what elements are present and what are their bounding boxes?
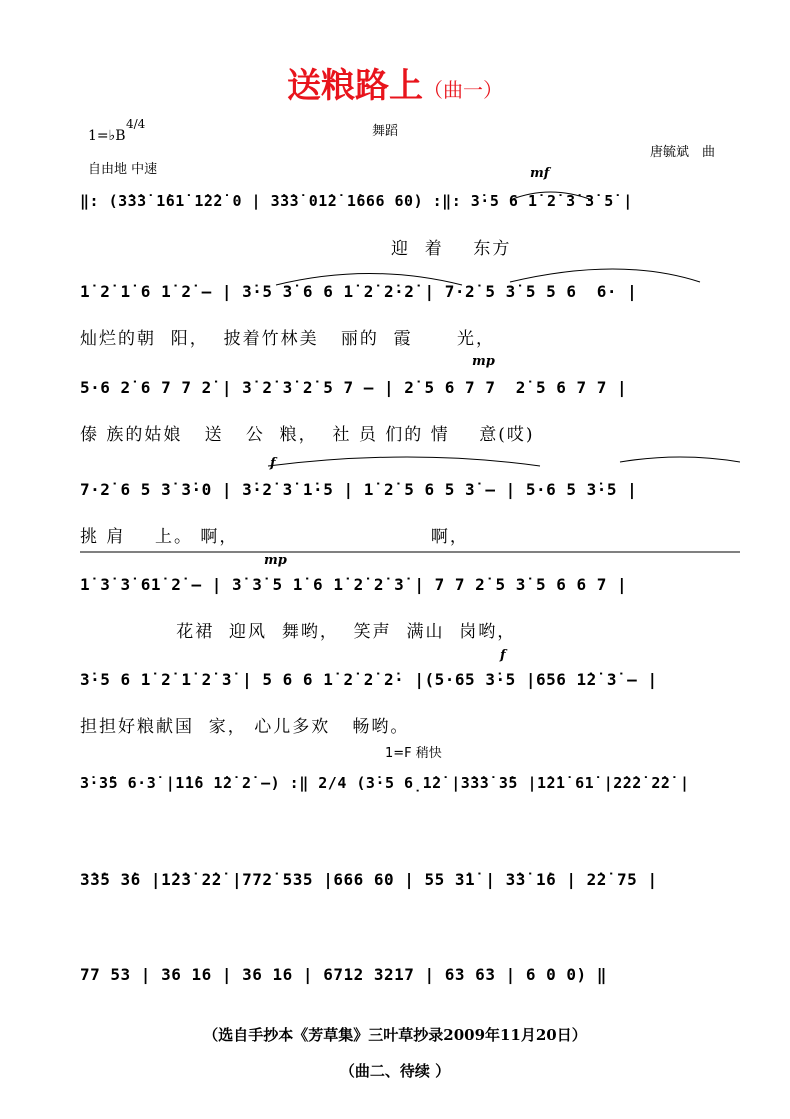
row-notes: 3̇·5 6 1̇ 2̇ 1̇ 2̇ 3̇ | 5 6 6 1̇ 2̇ 2̇ 2̇· |(5·65 3̇·5 |656 1̇2̇ 3̇ – | bbox=[80, 670, 658, 689]
row-notes: 77 53 | 36 16 | 36 16 | 6712 3217 | 63 63 | 6 0 0) ‖ bbox=[80, 965, 607, 984]
row-lyrics: 傣 族的姑娘 送 公 粮， 社 员 们的 情 意(哎) bbox=[80, 425, 535, 445]
row-notes: 3̇·3̇5 6·3̇ |1̇1̇6 1̇2̇ 2̇ –) :‖ 2/4 (3̇·5 6̣1̇2̇ |3̇3̇3̇ 3̇5 |1̇2̇1̇ 61̇ |2̇2̇2̇ 2̇2̇ | bbox=[80, 774, 690, 792]
row-lyrics: 花裙 迎风 舞哟， 笑声 满山 岗哟， bbox=[80, 622, 517, 642]
dynamic-mark: mf bbox=[530, 166, 550, 181]
source-note: （选自手抄本《芳草集》三叶草抄录2009年11月20日） bbox=[203, 1026, 587, 1044]
row-notes: ‖: (3̇3̇3̇ 1̇61̇ 1̇2̇2̇ 0 | 3̇3̇3̇ 01̇2̇ 1̇666 60) :‖: 3̇·5 6 1̇ 2̇ 3̇ 3̇ 5̇ | bbox=[80, 192, 633, 210]
row-notes: 7·2̇ 6 5 3̇ 3̇·0 | 3̇·2̇ 3̇ 1̇·5 | 1̇ 2̇ 5 6 5 3̇ – | 5·6 5 3̇·5 | bbox=[80, 480, 638, 499]
slur bbox=[620, 457, 740, 462]
row-lyrics: 挑 肩 上。 啊， 啊， bbox=[80, 527, 469, 547]
composer-credit: 唐毓斌 曲 bbox=[650, 145, 716, 160]
row-lyrics: 灿烂的朝 阳， 披着竹林美 丽的 霞 光， bbox=[80, 329, 496, 349]
dynamic-mark: mp bbox=[472, 354, 495, 369]
row-notes: 1̇ 3̇ 3̇ 61̇ 2̇ – | 3̇ 3̇ 5 1̇ 6 1̇ 2̇ 2̇ 3̇ | 7 7 2̇ 5 3̇ 5 6 6 7 | bbox=[80, 575, 628, 594]
continuation-note: （曲二、待续 ） bbox=[339, 1062, 451, 1080]
slur bbox=[510, 269, 700, 282]
slur bbox=[276, 274, 462, 286]
time-signature: 4/4 bbox=[126, 117, 146, 131]
slur-marks bbox=[80, 0, 740, 1119]
row-lyrics: 迎 着 东方 bbox=[80, 239, 512, 259]
genre-label: 舞蹈 bbox=[372, 124, 399, 139]
key-change: 1=F 稍快 bbox=[385, 746, 442, 761]
dynamic-mark: mp bbox=[264, 553, 287, 568]
slur bbox=[268, 457, 540, 466]
song-subtitle: （曲一） bbox=[423, 78, 503, 102]
row-notes: 5·6 2̇ 6 7 7 2̇ | 3̇ 2̇ 3̇ 2̇ 5 7 – | 2̇ 5 6 7 7 2̇ 5 6 7 7 | bbox=[80, 378, 628, 397]
dynamic-mark: f bbox=[500, 648, 506, 663]
row-notes: 1̇ 2̇ 1̇ 6 1̇ 2̇ – | 3̇·5 3̇ 6 6 1̇ 2̇ 2̇·2̇ | 7·2̇ 5 3̇ 5 5 6 6· | bbox=[80, 282, 638, 301]
slur bbox=[510, 192, 592, 200]
tempo-marking: 自由地 中速 bbox=[88, 162, 158, 177]
key-signature: 1=♭B bbox=[88, 128, 126, 144]
song-title: 送粮路上 bbox=[287, 66, 423, 106]
row-lyrics: 担担好粮献国 家， 心儿多欢 畅哟。 bbox=[80, 717, 410, 737]
row-notes: 3̇3̇5 3̇6 |1̇2̇3̇ 2̇2̇ |772̇ 535 |666 60 | 55 3̇1̇ | 3̇3̇ 1̇6 | 2̇2̇ 75 | bbox=[80, 870, 658, 889]
dynamic-mark: f bbox=[270, 456, 276, 471]
